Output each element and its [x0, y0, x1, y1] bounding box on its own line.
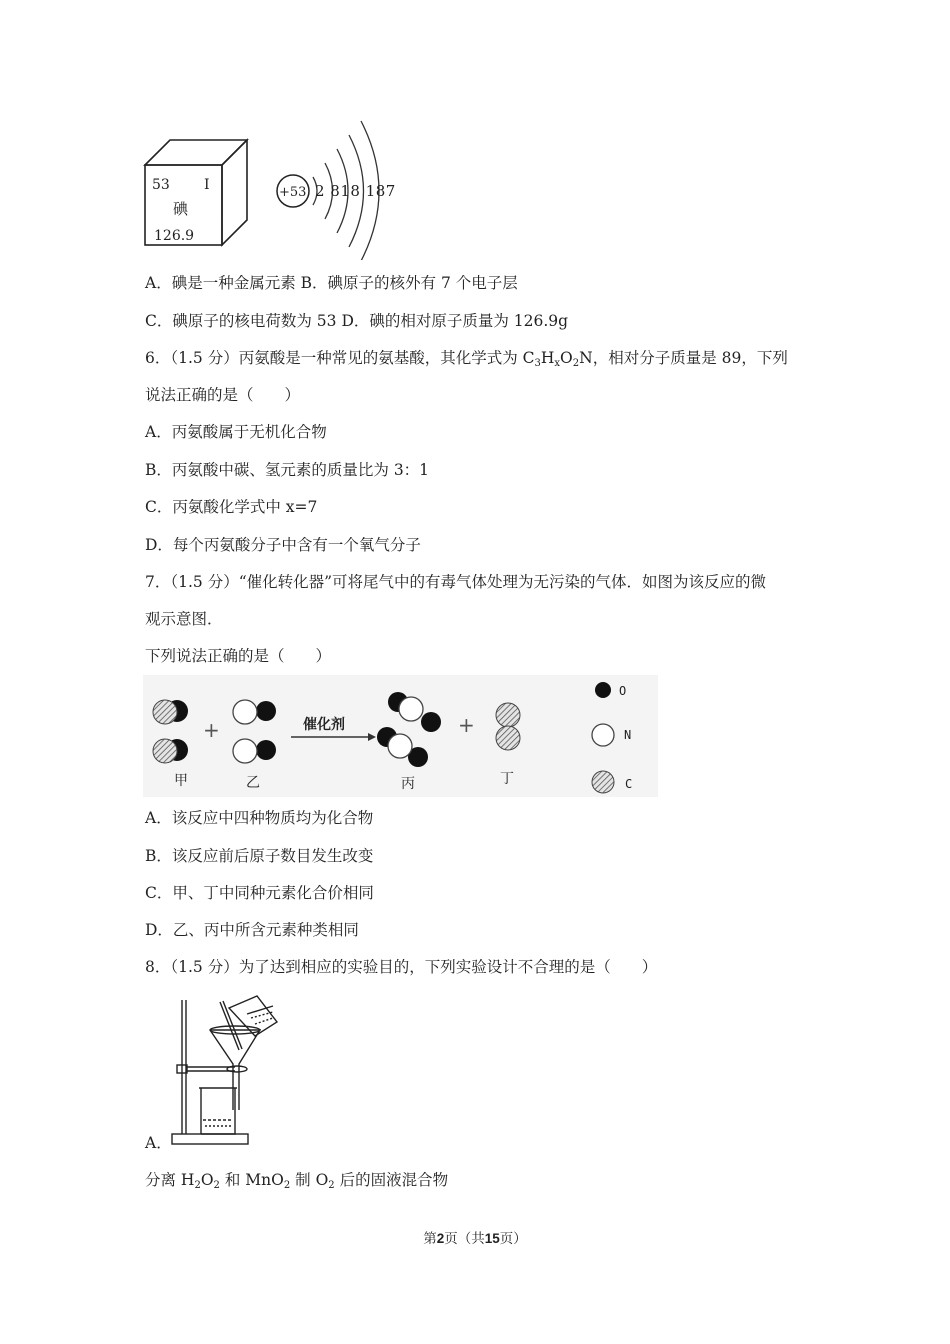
- filtration-apparatus: [165, 992, 290, 1152]
- q5-options-cd: C．碘原子的核电荷数为 53 D．碘的相对原子质量为 126.9g: [145, 312, 569, 330]
- q7-option-d: D．乙、丙中所含元素种类相同: [145, 921, 359, 939]
- q7-option-b: B．该反应前后原子数目发生改变: [145, 847, 374, 865]
- reaction-diagram: [143, 675, 658, 797]
- plus-sign-2: +: [458, 713, 475, 737]
- q6-option-d: D．每个丙氨酸分子中含有一个氧气分子: [145, 536, 421, 554]
- element-symbol: I: [204, 177, 210, 193]
- element-name: 碘: [173, 200, 189, 218]
- page-footer: 第2页（共15页）: [423, 1231, 527, 1247]
- label-jia: 甲: [174, 773, 188, 789]
- q5-options-ab: A．碘是一种金属元素 B．碘原子的核外有 7 个电子层: [145, 274, 518, 292]
- q7-option-c: C．甲、丁中同种元素化合价相同: [145, 884, 374, 902]
- nucleus-charge: +53: [279, 185, 307, 200]
- electron-shells: 2 818 187: [315, 182, 396, 200]
- q6-option-c: C．丙氨酸化学式中 x=7: [145, 498, 318, 516]
- q6-option-b: B．丙氨酸中碳、氢元素的质量比为 3：1: [145, 461, 430, 479]
- q8-stem: 8．（1.5 分）为了达到相应的实验目的，下列实验设计不合理的是（ ）: [145, 958, 658, 976]
- q7-stem-line3: 下列说法正确的是（ ）: [145, 647, 332, 665]
- q7-option-a: A．该反应中四种物质均为化合物: [145, 809, 374, 827]
- q6-stem-line2: 说法正确的是（ ）: [145, 386, 301, 404]
- plus-sign: +: [203, 718, 220, 742]
- iodine-element-figure: [140, 115, 400, 260]
- q7-stem-line1: 7．（1.5 分）“催化转化器”可将尾气中的有毒气体处理为无污染的气体．如图为该反应的微: [145, 573, 767, 591]
- q8-option-a-label: A．: [145, 1134, 172, 1152]
- q8-option-a-caption: 分离 $H_2O_2$ 和 MnO$_2$ 制 $O_2$ 后的固液混合物: [145, 1171, 449, 1191]
- atomic-mass: 126.9: [154, 228, 195, 244]
- q7-stem-line2: 观示意图．: [145, 610, 223, 628]
- catalyst-label: 催化剂: [303, 717, 345, 733]
- label-bing: 丙: [401, 776, 415, 792]
- legend-c: C: [625, 777, 633, 791]
- label-yi: 乙: [246, 775, 260, 791]
- legend-o: O: [619, 684, 627, 698]
- q6-option-a: A．丙氨酸属于无机化合物: [145, 423, 327, 441]
- q6-stem-line1: 6．（1.5 分）丙氨酸是一种常见的氨基酸，其化学式为 $C_3H_xO_2N$，相对分子质量是 89，下列: [145, 349, 788, 369]
- legend-n: N: [624, 728, 632, 742]
- label-ding: 丁: [500, 771, 514, 787]
- atomic-number: 53: [152, 177, 170, 193]
